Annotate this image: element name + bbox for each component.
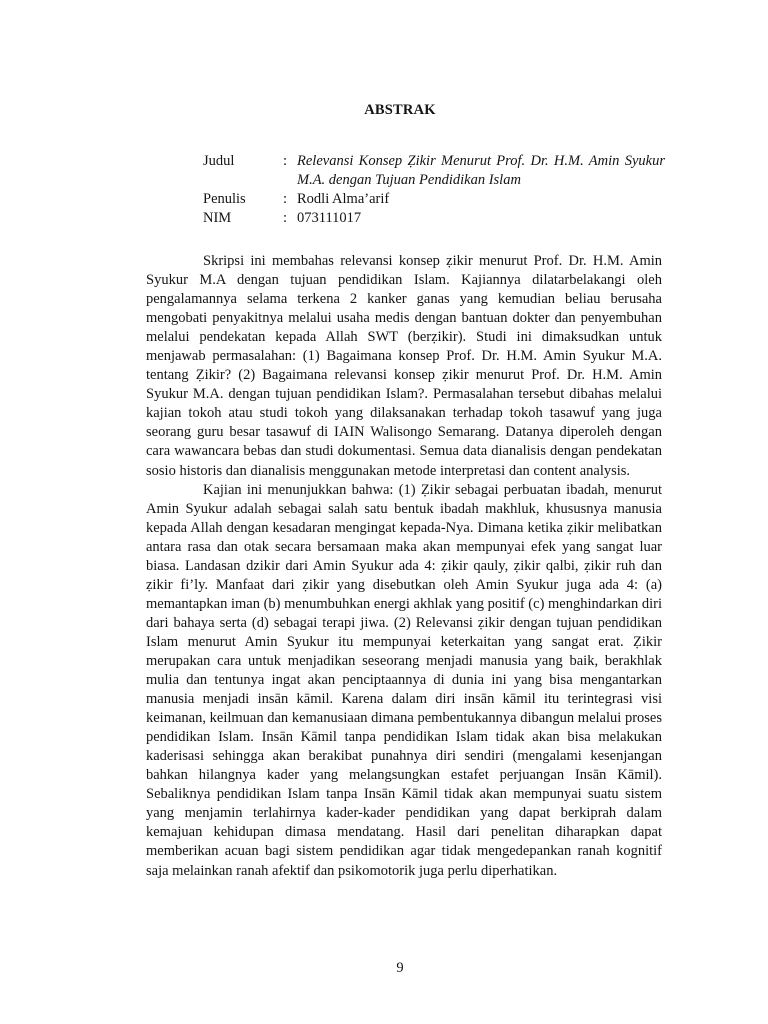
page-number: 9 (396, 960, 404, 976)
judul-colon: : (283, 153, 288, 169)
penulis-label: Penulis (203, 191, 246, 207)
abstract-paragraph-1: Skripsi ini membahas relevansi konsep ẓikir menurut Prof. Dr. H.M. Amin Syukur M.A dengan tujuan pendidikan Islam. Kajiannya dilatarbelakangi oleh pengalamannya selama terkena 2 kanker ganas yang kemudian beliau berusaha mengobati penyakitnya melalui usaha medis dengan bantuan dokter dan penyembuhan melalui pendekatan kepada Allah SWT (berẓikir). Studi ini dimaksudkan untuk menjawab permasalahan: (1) Bagaimana konsep Prof. Dr. H.M. Amin Syukur M.A. tentang Ẓikir? (2) Bagaimana relevansi konsep ẓikir menurut Prof. Dr. H.M. Amin Syukur M.A. dengan tujuan pendidikan Islam?. Permasalahan tersebut dibahas melalui kajian tokoh atau studi tokoh yang dilaksanakan terhadap tokoh tasawuf yang juga seorang guru besar tasawuf di IAIN Walisongo Semarang. Datanya diperoleh dengan cara wawancara bebas dan studi dokumentasi. Semua data dianalisis dengan pendekatan sosio historis dan dianalisis menggunakan metode interpretasi dan content analysis. (146, 253, 662, 479)
abstract-heading: ABSTRAK (364, 102, 436, 118)
judul-value: Relevansi Konsep Ẓikir Menurut Prof. Dr. H.M. Amin Syukur M.A. dengan Tujuan Pendidikan Islam (297, 153, 665, 188)
penulis-value: Rodli Alma’arif (297, 191, 390, 207)
meta-row-judul (203, 152, 665, 190)
nim-value: 073111017 (297, 210, 362, 226)
nim-colon: : (283, 210, 288, 226)
abstract-body (146, 252, 662, 881)
abstract-paragraph-2: Kajian ini menunjukkan bahwa: (1) Ẓikir sebagai perbuatan ibadah, menurut Amin Syukur adalah sebagai salah satu bentuk ibadah makhluk, khususnya manusia kepada Allah dengan kesadaran mengingat kepada-Nya. Dimana ketika ẓikir melibatkan antara rasa dan otak secara bersamaan maka akan mempunyai efek yang sangat luar biasa. Landasan dzikir dari Amin Syukur ada 4: ẓikir qauly, ẓikir qalbi, ẓikir ruh dan ẓikir fi’ly. Manfaat dari ẓikir yang disebutkan oleh Amin Syukur juga ada 4: (a) memantapkan iman (b) menumbuhkan energi akhlak yang positif (c) menghindarkan diri dari bahaya serta (d) sebagai terapi jiwa. (2) Relevansi ẓikir dengan tujuan pendidikan Islam menurut Amin Syukur itu mempunyai keterkaitan yang sangat erat. Ẓikir merupakan cara untuk menjadikan seseorang menjadi manusia yang baik, berakhlak mulia dan tentunya ingat akan penciptaannya di dunia ini yang bisa mengantarkan manusia menjadi insān kāmil. Karena dalam diri insān kāmil itu terintegrasi visi keimanan, keilmuan dan kemanusiaan dimana pembentukannya dibangun melalui proses pendidikan Islam. Insān Kāmil tanpa pendidikan Islam tidak akan bisa melakukan kaderisasi sehingga akan berakibat punahnya diri sendiri (mengalami kesenjangan bahkan hilangnya kader yang melangsungkan estafet perjuangan Insān Kāmil). Sebaliknya pendidikan Islam tanpa Insān Kāmil tidak akan mempunyai suatu sistem yang menjamin terlahirnya kader-kader pendidikan yang dapat berkiprah dalam kemajuan kehidupan dimasa mendatang. Hasil dari penelitan diharapkan dapat memberikan acuan bagi sistem pendidikan agar tidak mengedepankan ranah kognitif saja melainkan ranah afektif dan psikomotorik juga perlu diperhatikan. (146, 481, 662, 879)
thesis-metadata (203, 152, 665, 228)
meta-row-nim (203, 209, 665, 228)
nim-label: NIM (203, 210, 232, 226)
meta-row-penulis (203, 190, 665, 209)
judul-label: Judul (203, 153, 235, 169)
penulis-colon: : (283, 191, 288, 207)
